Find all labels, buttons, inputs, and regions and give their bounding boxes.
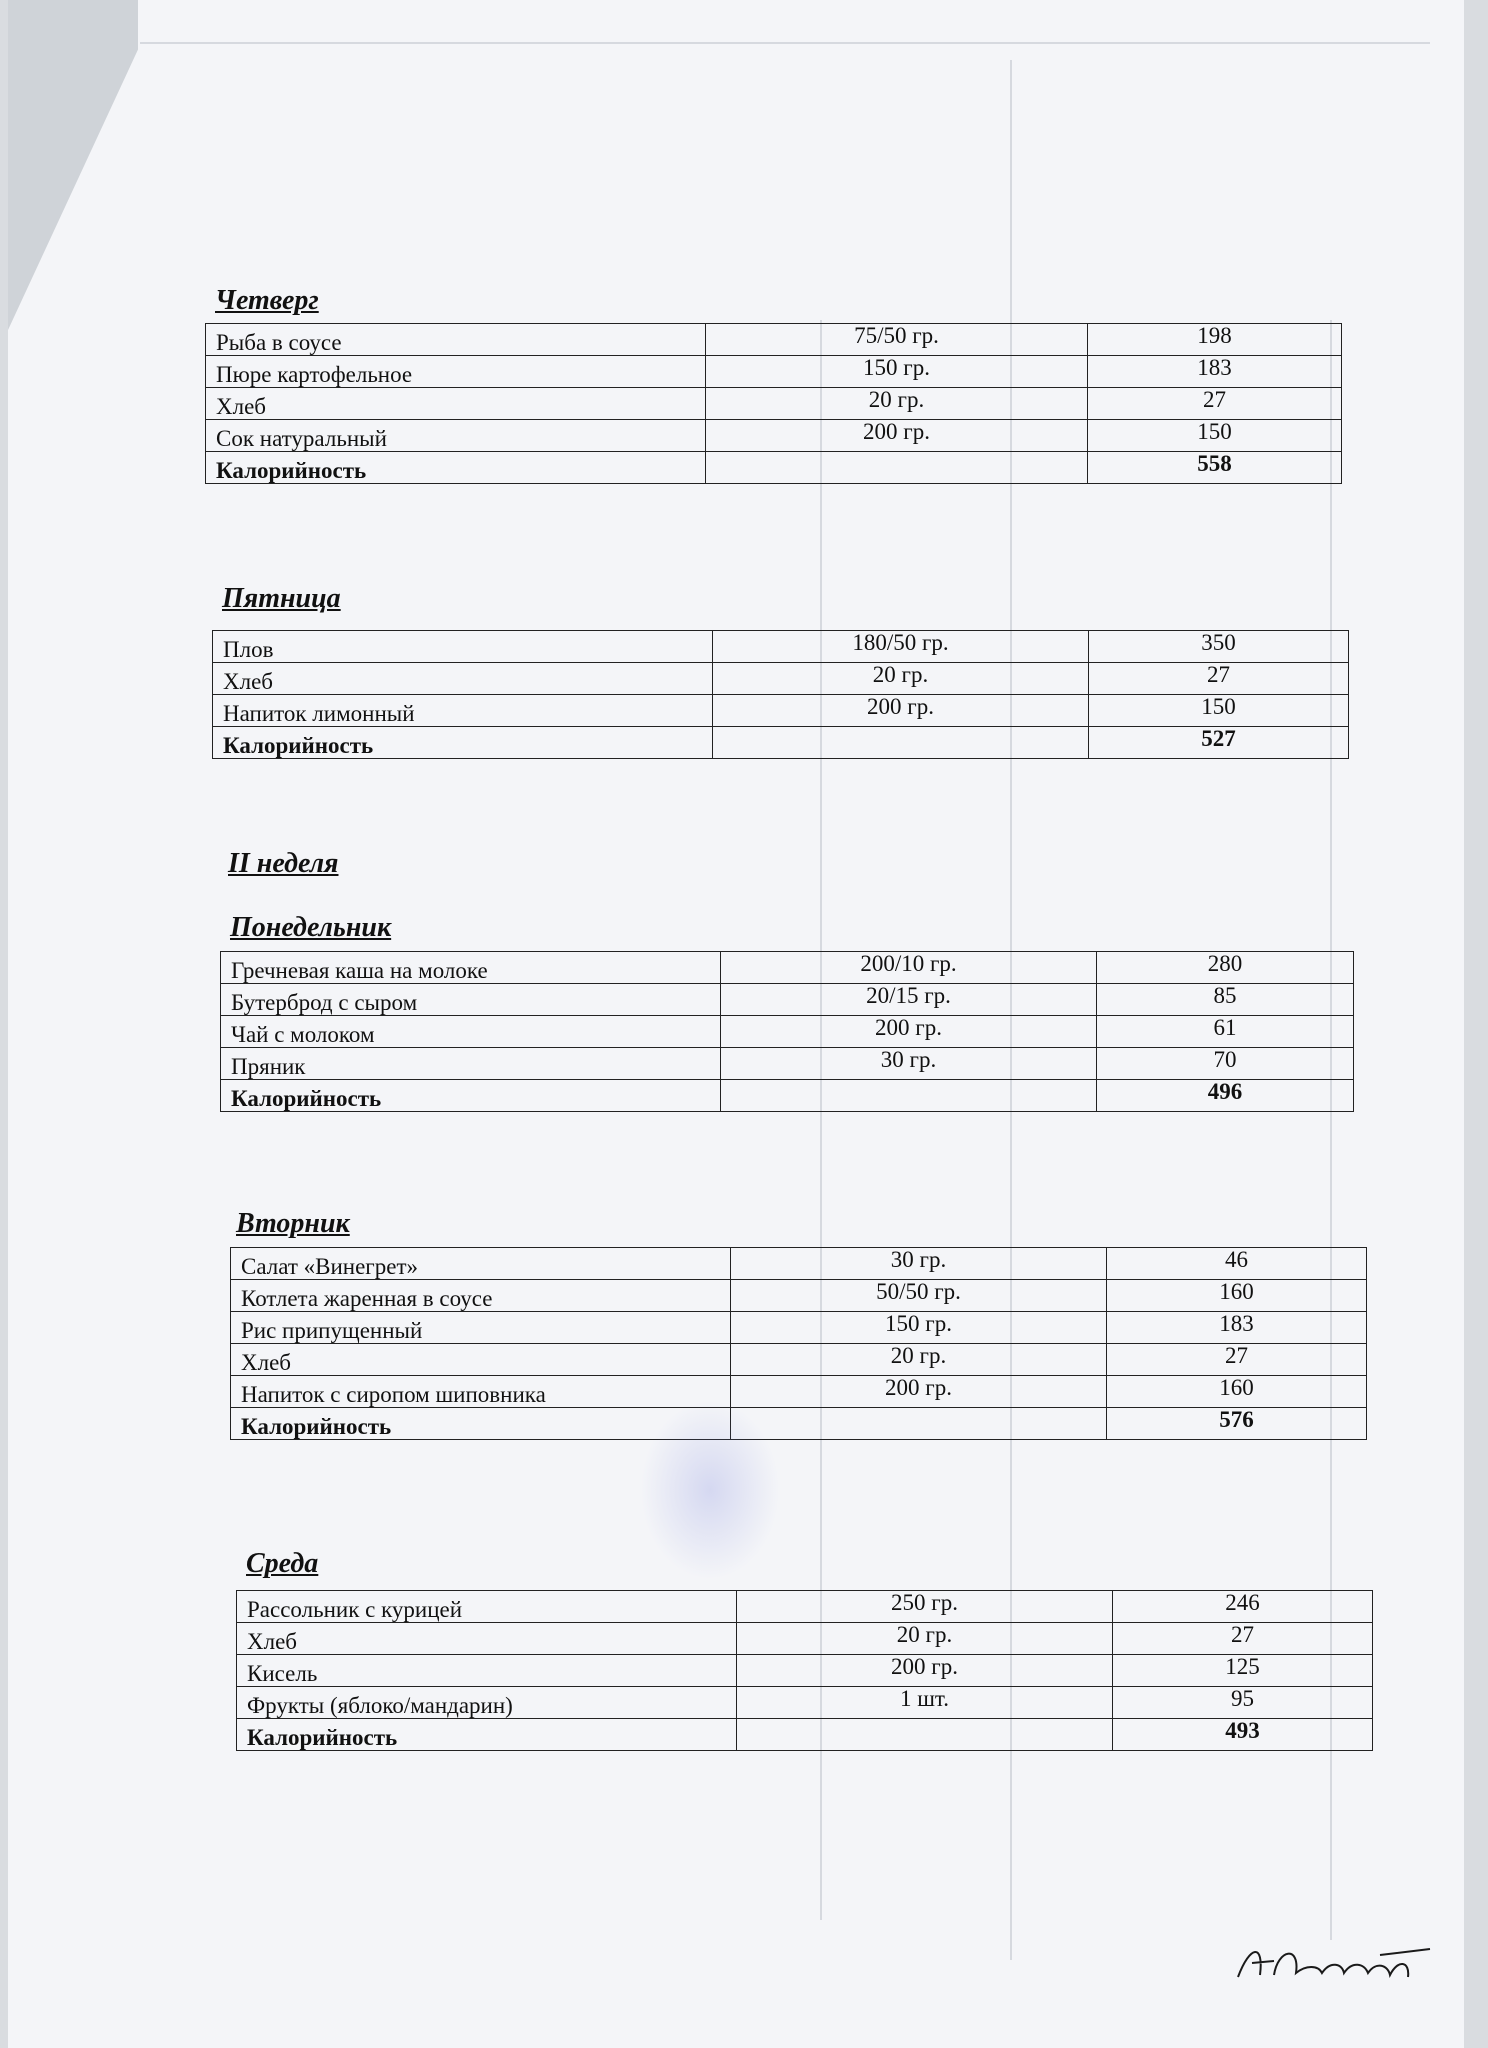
menu-row [213,663,1349,695]
handwritten-signature [1230,1935,1450,1995]
amount-cell: 1 шт. [737,1687,1113,1719]
dish-cell: Напиток с сиропом шиповника [231,1376,731,1408]
menu-table-friday [212,630,1349,759]
menu-row [221,1016,1354,1048]
kcal-cell: 27 [1107,1344,1367,1376]
amount-cell: 20 гр. [713,663,1089,695]
heading-week-2: II неделя [228,848,339,879]
menu-row [237,1591,1373,1623]
amount-cell: 20 гр. [731,1344,1107,1376]
ink-stamp-smudge [640,1400,780,1580]
dish-cell: Рыба в соусе [206,324,706,356]
kcal-cell: 95 [1113,1687,1373,1719]
menu-row [231,1280,1367,1312]
total-empty-cell [706,452,1088,484]
total-value: 493 [1113,1719,1373,1751]
dish-cell: Рис припущенный [231,1312,731,1344]
amount-cell: 50/50 гр. [731,1280,1107,1312]
dish-cell: Хлеб [213,663,713,695]
amount-cell: 200/10 гр. [721,952,1097,984]
kcal-cell: 61 [1097,1016,1354,1048]
dish-cell: Пюре картофельное [206,356,706,388]
kcal-cell: 150 [1089,695,1349,727]
kcal-cell: 125 [1113,1655,1373,1687]
amount-cell: 200 гр. [706,420,1088,452]
total-row [237,1719,1373,1751]
total-label: Калорийность [237,1719,737,1751]
total-row [221,1080,1354,1112]
menu-row [237,1655,1373,1687]
menu-row [221,952,1354,984]
kcal-cell: 350 [1089,631,1349,663]
heading-thursday: Четверг [215,285,319,316]
dish-cell: Салат «Винегрет» [231,1248,731,1280]
menu-row [206,388,1342,420]
kcal-cell: 70 [1097,1048,1354,1080]
menu-table-tuesday [230,1247,1367,1440]
menu-row [231,1376,1367,1408]
dish-cell: Рассольник с курицей [237,1591,737,1623]
menu-row [237,1687,1373,1719]
amount-cell: 150 гр. [706,356,1088,388]
dish-cell: Хлеб [231,1344,731,1376]
heading-friday: Пятница [222,583,341,614]
dish-cell: Хлеб [206,388,706,420]
amount-cell: 75/50 гр. [706,324,1088,356]
dish-cell: Кисель [237,1655,737,1687]
total-label: Калорийность [231,1408,731,1440]
kcal-cell: 280 [1097,952,1354,984]
total-label: Калорийность [221,1080,721,1112]
menu-row [237,1623,1373,1655]
heading-wednesday: Среда [246,1548,319,1579]
kcal-cell: 27 [1113,1623,1373,1655]
total-value: 496 [1097,1080,1354,1112]
menu-table-monday [220,951,1354,1112]
menu-row [206,356,1342,388]
menu-row [221,1048,1354,1080]
kcal-cell: 85 [1097,984,1354,1016]
kcal-cell: 198 [1088,324,1342,356]
total-label: Калорийность [206,452,706,484]
menu-row [231,1248,1367,1280]
menu-row [206,420,1342,452]
dish-cell: Плов [213,631,713,663]
amount-cell: 200 гр. [713,695,1089,727]
amount-cell: 200 гр. [721,1016,1097,1048]
menu-table-wednesday [236,1590,1373,1751]
menu-row [206,324,1342,356]
menu-row [231,1312,1367,1344]
dish-cell: Хлеб [237,1623,737,1655]
kcal-cell: 183 [1107,1312,1367,1344]
total-value: 558 [1088,452,1342,484]
total-label: Калорийность [213,727,713,759]
amount-cell: 30 гр. [731,1248,1107,1280]
dish-cell: Бутерброд с сыром [221,984,721,1016]
amount-cell: 20/15 гр. [721,984,1097,1016]
dish-cell: Сок натуральный [206,420,706,452]
kcal-cell: 150 [1088,420,1342,452]
dish-cell: Чай с молоком [221,1016,721,1048]
total-empty-cell [737,1719,1113,1751]
amount-cell: 180/50 гр. [713,631,1089,663]
menu-row [213,631,1349,663]
total-row [206,452,1342,484]
dish-cell: Напиток лимонный [213,695,713,727]
amount-cell: 150 гр. [731,1312,1107,1344]
total-empty-cell [721,1080,1097,1112]
kcal-cell: 160 [1107,1280,1367,1312]
total-row [213,727,1349,759]
kcal-cell: 183 [1088,356,1342,388]
kcal-cell: 46 [1107,1248,1367,1280]
amount-cell: 30 гр. [721,1048,1097,1080]
bleed-through-line [140,42,1430,44]
kcal-cell: 27 [1088,388,1342,420]
kcal-cell: 246 [1113,1591,1373,1623]
total-empty-cell [731,1408,1107,1440]
menu-row [213,695,1349,727]
amount-cell: 250 гр. [737,1591,1113,1623]
amount-cell: 200 гр. [731,1376,1107,1408]
menu-table-thursday [205,323,1342,484]
total-value: 576 [1107,1408,1367,1440]
heading-tuesday: Вторник [236,1208,350,1239]
menu-row [221,984,1354,1016]
total-empty-cell [713,727,1089,759]
heading-monday: Понедельник [230,912,392,943]
kcal-cell: 27 [1089,663,1349,695]
dish-cell: Фрукты (яблоко/мандарин) [237,1687,737,1719]
total-value: 527 [1089,727,1349,759]
total-row [231,1408,1367,1440]
kcal-cell: 160 [1107,1376,1367,1408]
amount-cell: 200 гр. [737,1655,1113,1687]
amount-cell: 20 гр. [737,1623,1113,1655]
dish-cell: Гречневая каша на молоке [221,952,721,984]
amount-cell: 20 гр. [706,388,1088,420]
dish-cell: Котлета жаренная в соусе [231,1280,731,1312]
dish-cell: Пряник [221,1048,721,1080]
menu-row [231,1344,1367,1376]
